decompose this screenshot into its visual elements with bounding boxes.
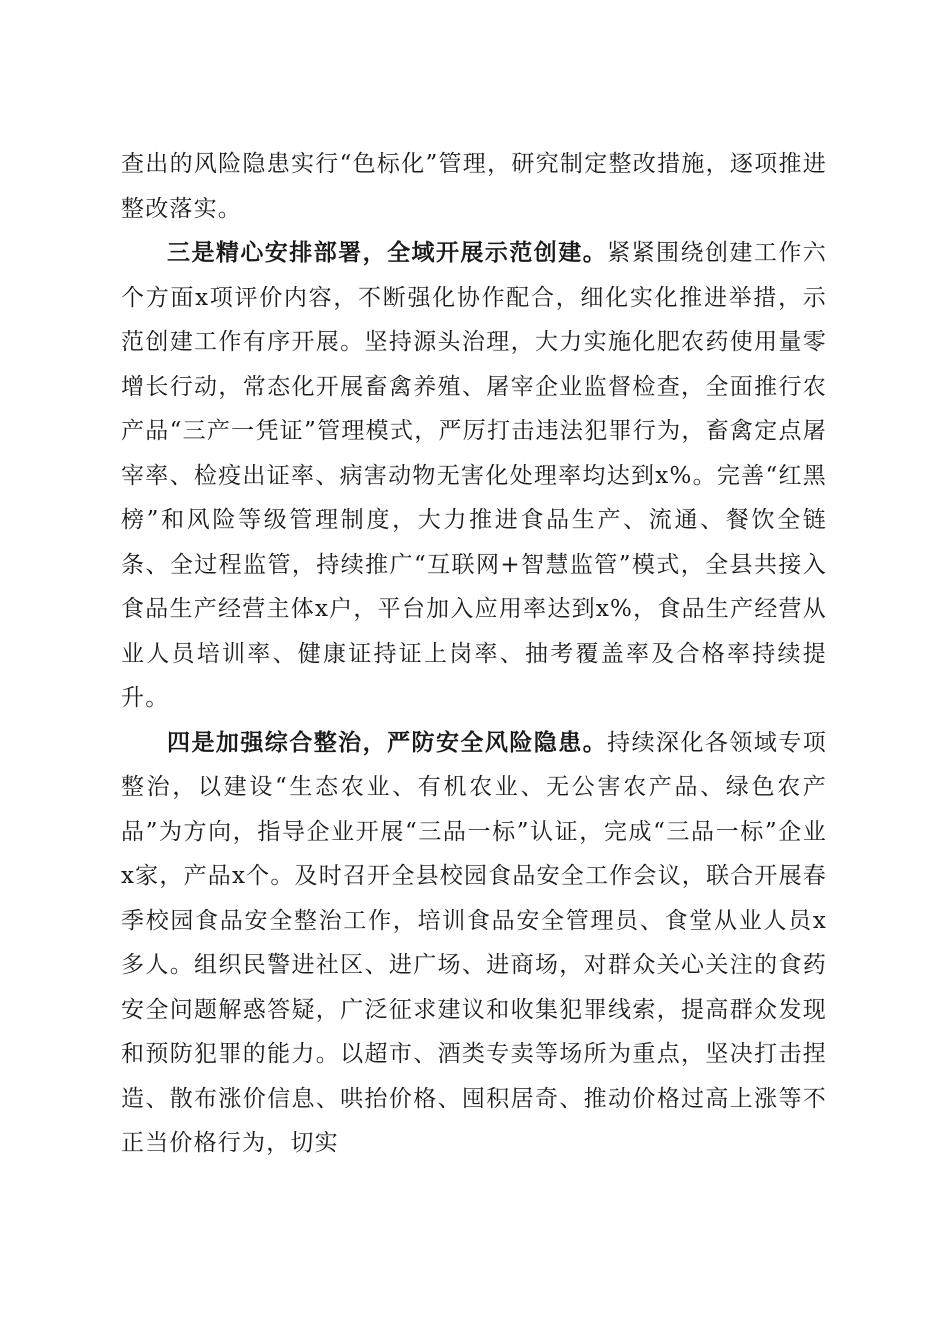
paragraph-text: 紧紧围绕创建工作六个方面x项评价内容，不断强化协作配合，细化实化推进举措，示范创建工作有序开展。坚持源头治理，大力实施化肥农药使用量零增长行动，常态化开展畜禽养殖、屠宰企业监督检查，全面推行农产品“三产一凭证”管理模式，严厉打击违法犯罪行为，畜禽定点屠宰率、检疫出证率、病害动物无害化处理率均达到x%。完善“红黑榜”和风险等级管理制度，大力推进食品生产、流通、餐饮全链条、全过程监管，持续推广“互联网+智慧监管”模式，全县共接入食品生产经营主体x户，平台加入应用率达到x%，食品生产经营从业人员培训率、健康证持证上岗率、抽考覆盖率及合格率持续提升。 <box>121 240 827 711</box>
paragraph-item-4 <box>121 721 827 1166</box>
paragraph-text: 查出的风险隐患实行“色标化”管理，研究制定整改措施，逐项推进整改落实。 <box>121 151 827 222</box>
document-body <box>121 142 827 1166</box>
paragraph-lead: 四是加强综合整治，严防安全风险隐患。 <box>167 728 608 756</box>
paragraph-continuation <box>121 142 827 231</box>
paragraph-lead: 三是精心安排部署，全域开展示范创建。 <box>167 239 608 266</box>
paragraph-item-3 <box>121 231 827 721</box>
paragraph-text: 持续深化各领域专项整治，以建设“生态农业、有机农业、无公害农产品、绿色农产品”为方向，指导企业开展“三品一标”认证，完成“三品一标”企业x家，产品x个。及时召开全县校园食品安全工作会议，联合开展春季校园食品安全整治工作，培训食品安全管理员、食堂从业人员x多人。组织民警进社区、进广场、进商场，对群众关心关注的食药安全问题解惑答疑，广泛征求建议和收集犯罪线索，提高群众发现和预防犯罪的能力。以超市、酒类专卖等场所为重点，坚决打击捏造、散布涨价信息、哄抬价格、囤积居奇、推动价格过高上涨等不正当价格行为，切实 <box>121 729 827 1156</box>
